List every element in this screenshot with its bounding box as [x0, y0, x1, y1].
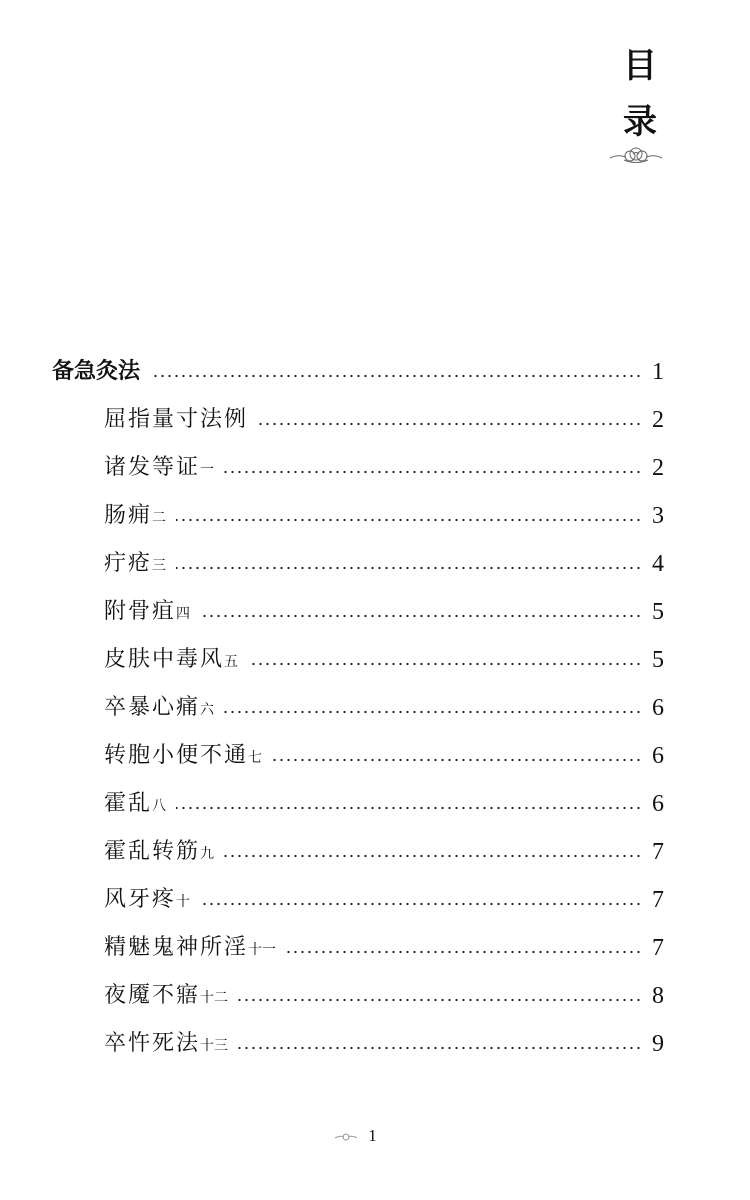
toc-entry[interactable] [0, 396, 750, 444]
dot-leader [200, 614, 642, 618]
toc-entry-label [104, 684, 224, 732]
toc-entry-index: 六 [200, 702, 215, 718]
dot-leader [176, 518, 642, 522]
toc-entry-page: 4 [652, 551, 664, 577]
toc-entry-index: 八 [152, 798, 167, 814]
toc-entry-index: 十二 [200, 990, 229, 1006]
dot-leader [176, 566, 642, 570]
toc-entry-page: 5 [652, 599, 664, 625]
toc-entry-index: 十 [176, 894, 191, 910]
dot-leader [200, 902, 642, 906]
toc-entry-label [104, 540, 176, 588]
toc-entry-label [104, 636, 248, 684]
toc-entry-page: 7 [652, 935, 664, 961]
toc-entry-title: 精魅鬼神所淫 [104, 935, 249, 960]
toc-entry-page: 6 [652, 695, 664, 721]
page-title [620, 38, 660, 150]
toc-entry[interactable] [0, 444, 750, 492]
title-char-2: 录 [623, 102, 657, 142]
dot-leader [176, 806, 642, 810]
toc-entry-label [52, 348, 150, 396]
dot-leader [258, 422, 642, 426]
toc-entry-label [104, 876, 200, 924]
toc-entry-index: 四 [176, 606, 191, 622]
toc-entry[interactable] [0, 828, 750, 876]
toc-entry-label [104, 492, 176, 540]
dot-leader [286, 950, 642, 954]
toc-entry[interactable] [0, 780, 750, 828]
toc-entry[interactable] [0, 348, 750, 396]
toc-entry-page: 8 [652, 983, 664, 1009]
dot-leader [238, 1046, 642, 1050]
toc-entry-page: 3 [652, 503, 664, 529]
toc-entry-title: 卒忤死法 [104, 1031, 201, 1056]
toc-entry[interactable] [0, 876, 750, 924]
toc-entry-label [104, 588, 200, 636]
toc-entry-title: 肠痈 [104, 503, 153, 528]
toc-entry[interactable] [0, 540, 750, 588]
toc-entry-page: 6 [652, 743, 664, 769]
toc-entry-page: 7 [652, 839, 664, 865]
toc-entry-title: 屈指量寸法例 [104, 407, 249, 432]
toc-entry[interactable] [0, 588, 750, 636]
toc-entry-title: 转胞小便不通 [104, 743, 249, 768]
toc-entry-index: 九 [200, 846, 215, 862]
toc-entry-title: 夜魇不寤 [104, 983, 201, 1008]
toc-entry-title: 备急灸法 [52, 359, 141, 384]
toc-entry-label [104, 444, 224, 492]
toc-entry-label [104, 780, 176, 828]
toc-entry-label [104, 732, 272, 780]
toc-entry-index: 五 [224, 654, 239, 670]
dot-leader [224, 710, 642, 714]
toc-entry[interactable] [0, 924, 750, 972]
toc-entry-index: 七 [248, 750, 263, 766]
toc-entry-title: 皮肤中毒风 [104, 647, 225, 672]
toc-entry[interactable] [0, 636, 750, 684]
toc-entry-title: 霍乱转筋 [104, 839, 201, 864]
toc-entry-index: 十三 [200, 1038, 229, 1054]
toc-entry-index: 一 [200, 462, 215, 478]
toc-entry-page: 2 [652, 455, 664, 481]
toc-entry-title: 疔疮 [104, 551, 153, 576]
toc-entry[interactable] [0, 972, 750, 1020]
toc-entry[interactable] [0, 1020, 750, 1068]
dot-leader [150, 374, 642, 378]
toc-entry-label [104, 1020, 238, 1068]
toc-entry[interactable] [0, 492, 750, 540]
toc-entry-title: 附骨疽 [104, 599, 177, 624]
cloud-ornament-icon [608, 146, 664, 166]
toc-entry-index: 三 [152, 558, 167, 574]
toc-entry[interactable] [0, 684, 750, 732]
page-number: 1 [368, 1126, 377, 1145]
toc-entry-index: 十一 [248, 942, 277, 958]
toc-entry-page: 9 [652, 1031, 664, 1057]
dot-leader [224, 470, 642, 474]
dot-leader [238, 998, 642, 1002]
toc-entry-title: 霍乱 [104, 791, 153, 816]
toc-entry-title: 风牙疼 [104, 887, 177, 912]
toc-entry[interactable] [0, 732, 750, 780]
toc-entry-label [104, 972, 238, 1020]
title-char-1: 目 [623, 46, 657, 86]
toc-entry-page: 2 [652, 407, 664, 433]
dot-leader [272, 758, 642, 762]
dot-leader [248, 662, 642, 666]
toc-entry-label [104, 828, 224, 876]
toc-entry-page: 5 [652, 647, 664, 673]
footer-ornament-icon [334, 1132, 358, 1142]
toc-entry-title: 诸发等证 [104, 455, 201, 480]
toc-entry-page: 7 [652, 887, 664, 913]
toc-entry-page: 1 [652, 359, 664, 385]
dot-leader [224, 854, 642, 858]
toc-entry-label [104, 396, 258, 444]
toc-entry-page: 6 [652, 791, 664, 817]
toc-entry-label [104, 924, 286, 972]
toc-entry-title: 卒暴心痛 [104, 695, 201, 720]
toc-entry-index: 二 [152, 510, 167, 526]
page-footer [334, 1126, 377, 1146]
